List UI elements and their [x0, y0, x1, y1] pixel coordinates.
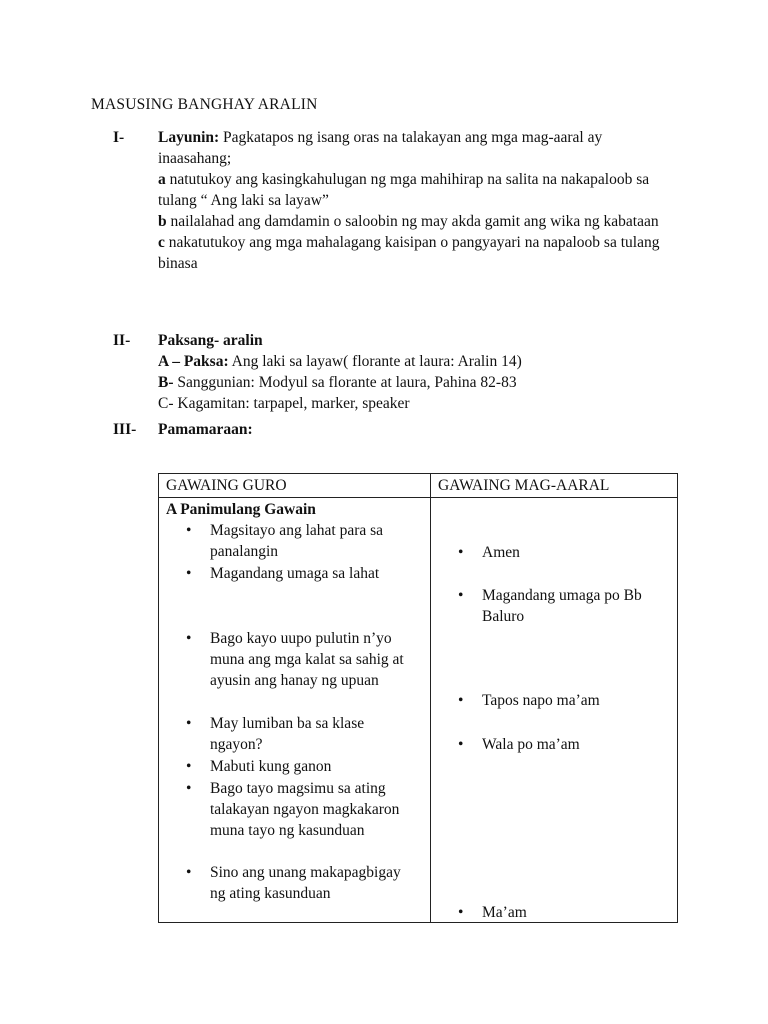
document-title: MASUSING BANGHAY ARALIN — [91, 96, 318, 113]
bullet: • — [458, 692, 464, 709]
paksa-label: A – Paksa: — [158, 353, 229, 370]
layunin-heading: Layunin: — [158, 129, 220, 146]
objective-text: nailalahad ang damdamin o saloobin ng may akda gamit ang wika ng kabataan — [166, 213, 659, 230]
student-item-text: Ma’am — [482, 904, 527, 921]
objective-text: nakatutukoy ang mga mahalagang kaisipan o pangyayari na napaloob sa tulang binasa — [158, 234, 660, 272]
bullet: • — [186, 565, 192, 582]
student-item-text: Tapos napo ma’am — [482, 692, 600, 709]
paksang-aralin-heading: Paksang- aralin — [158, 332, 263, 349]
panimulang-gawain-label: A Panimulang Gawain — [166, 501, 316, 518]
bullet: • — [186, 758, 192, 775]
teacher-item-text: Mabuti kung ganon — [210, 758, 332, 775]
teacher-cell — [159, 498, 431, 923]
bullet: • — [458, 904, 464, 921]
student-item-text: Wala po ma’am — [482, 736, 580, 753]
bullet: • — [186, 780, 192, 797]
bullet: • — [186, 715, 192, 732]
bullet: • — [458, 544, 464, 561]
bullet: • — [186, 630, 192, 647]
layunin-intro — [158, 127, 678, 169]
lesson-table — [158, 473, 678, 923]
section-number-3: III- — [113, 421, 137, 438]
objective-a — [158, 169, 678, 211]
teacher-item-text: May lumiban ba sa klase ngayon? — [210, 715, 365, 753]
sanggunian-label: B- — [158, 374, 174, 391]
header-gawaing-guro: GAWAING GURO — [159, 474, 431, 498]
student-cell — [431, 498, 678, 923]
paksa-line — [158, 351, 678, 372]
student-item-text: Amen — [482, 544, 520, 561]
teacher-item-text: Sino ang unang makapagbigay ng ating kasunduan — [210, 864, 401, 902]
section-number-2: II- — [113, 332, 131, 349]
table-header-row — [159, 474, 678, 498]
header-gawaing-mag-aaral: GAWAING MAG-AARAL — [431, 474, 678, 498]
bullet: • — [186, 522, 192, 539]
pamamaraan-heading: Pamamaraan: — [158, 421, 253, 438]
teacher-item-text: Magsitayo ang lahat para sa panalangin — [210, 522, 384, 560]
bullet: • — [458, 736, 464, 753]
bullet: • — [458, 587, 464, 604]
student-item-text: Magandang umaga po Bb Baluro — [482, 587, 642, 625]
objective-letter: a — [158, 171, 166, 188]
section-paksang-aralin — [158, 330, 678, 414]
objective-text: natutukoy ang kasingkahulugan ng mga mahihirap na salita na nakapaloob sa tulang “ Ang laki sa layaw” — [158, 171, 650, 209]
objective-letter: b — [158, 213, 167, 230]
objective-c — [158, 232, 678, 274]
teacher-item-text: Bago kayo uupo pulutin n’yo muna ang mga kalat sa sahig at ayusin ang hanay ng upuan — [210, 630, 404, 689]
objective-b — [158, 211, 678, 232]
paksa-text: Ang laki sa layaw( florante at laura: Aralin 14) — [228, 353, 522, 370]
sanggunian-text: Sanggunian: Modyul sa florante at laura, Pahina 82-83 — [173, 374, 517, 391]
section-number-1: I- — [113, 129, 125, 146]
section-layunin — [158, 127, 678, 274]
teacher-item-text: Bago tayo magsimu sa ating talakayan ngayon magkakaron muna tayo ng kasunduan — [210, 780, 400, 839]
sanggunian-line — [158, 372, 678, 393]
objective-letter: c — [158, 234, 165, 251]
teacher-item-text: Magandang umaga sa lahat — [210, 565, 380, 582]
bullet: • — [186, 864, 192, 881]
kagamitan-line: C- Kagamitan: tarpapel, marker, speaker — [158, 395, 410, 412]
table-row — [159, 498, 678, 923]
layunin-intro-text: Pagkatapos ng isang oras na talakayan ang mga mag-aaral ay inaasahang; — [158, 129, 603, 167]
